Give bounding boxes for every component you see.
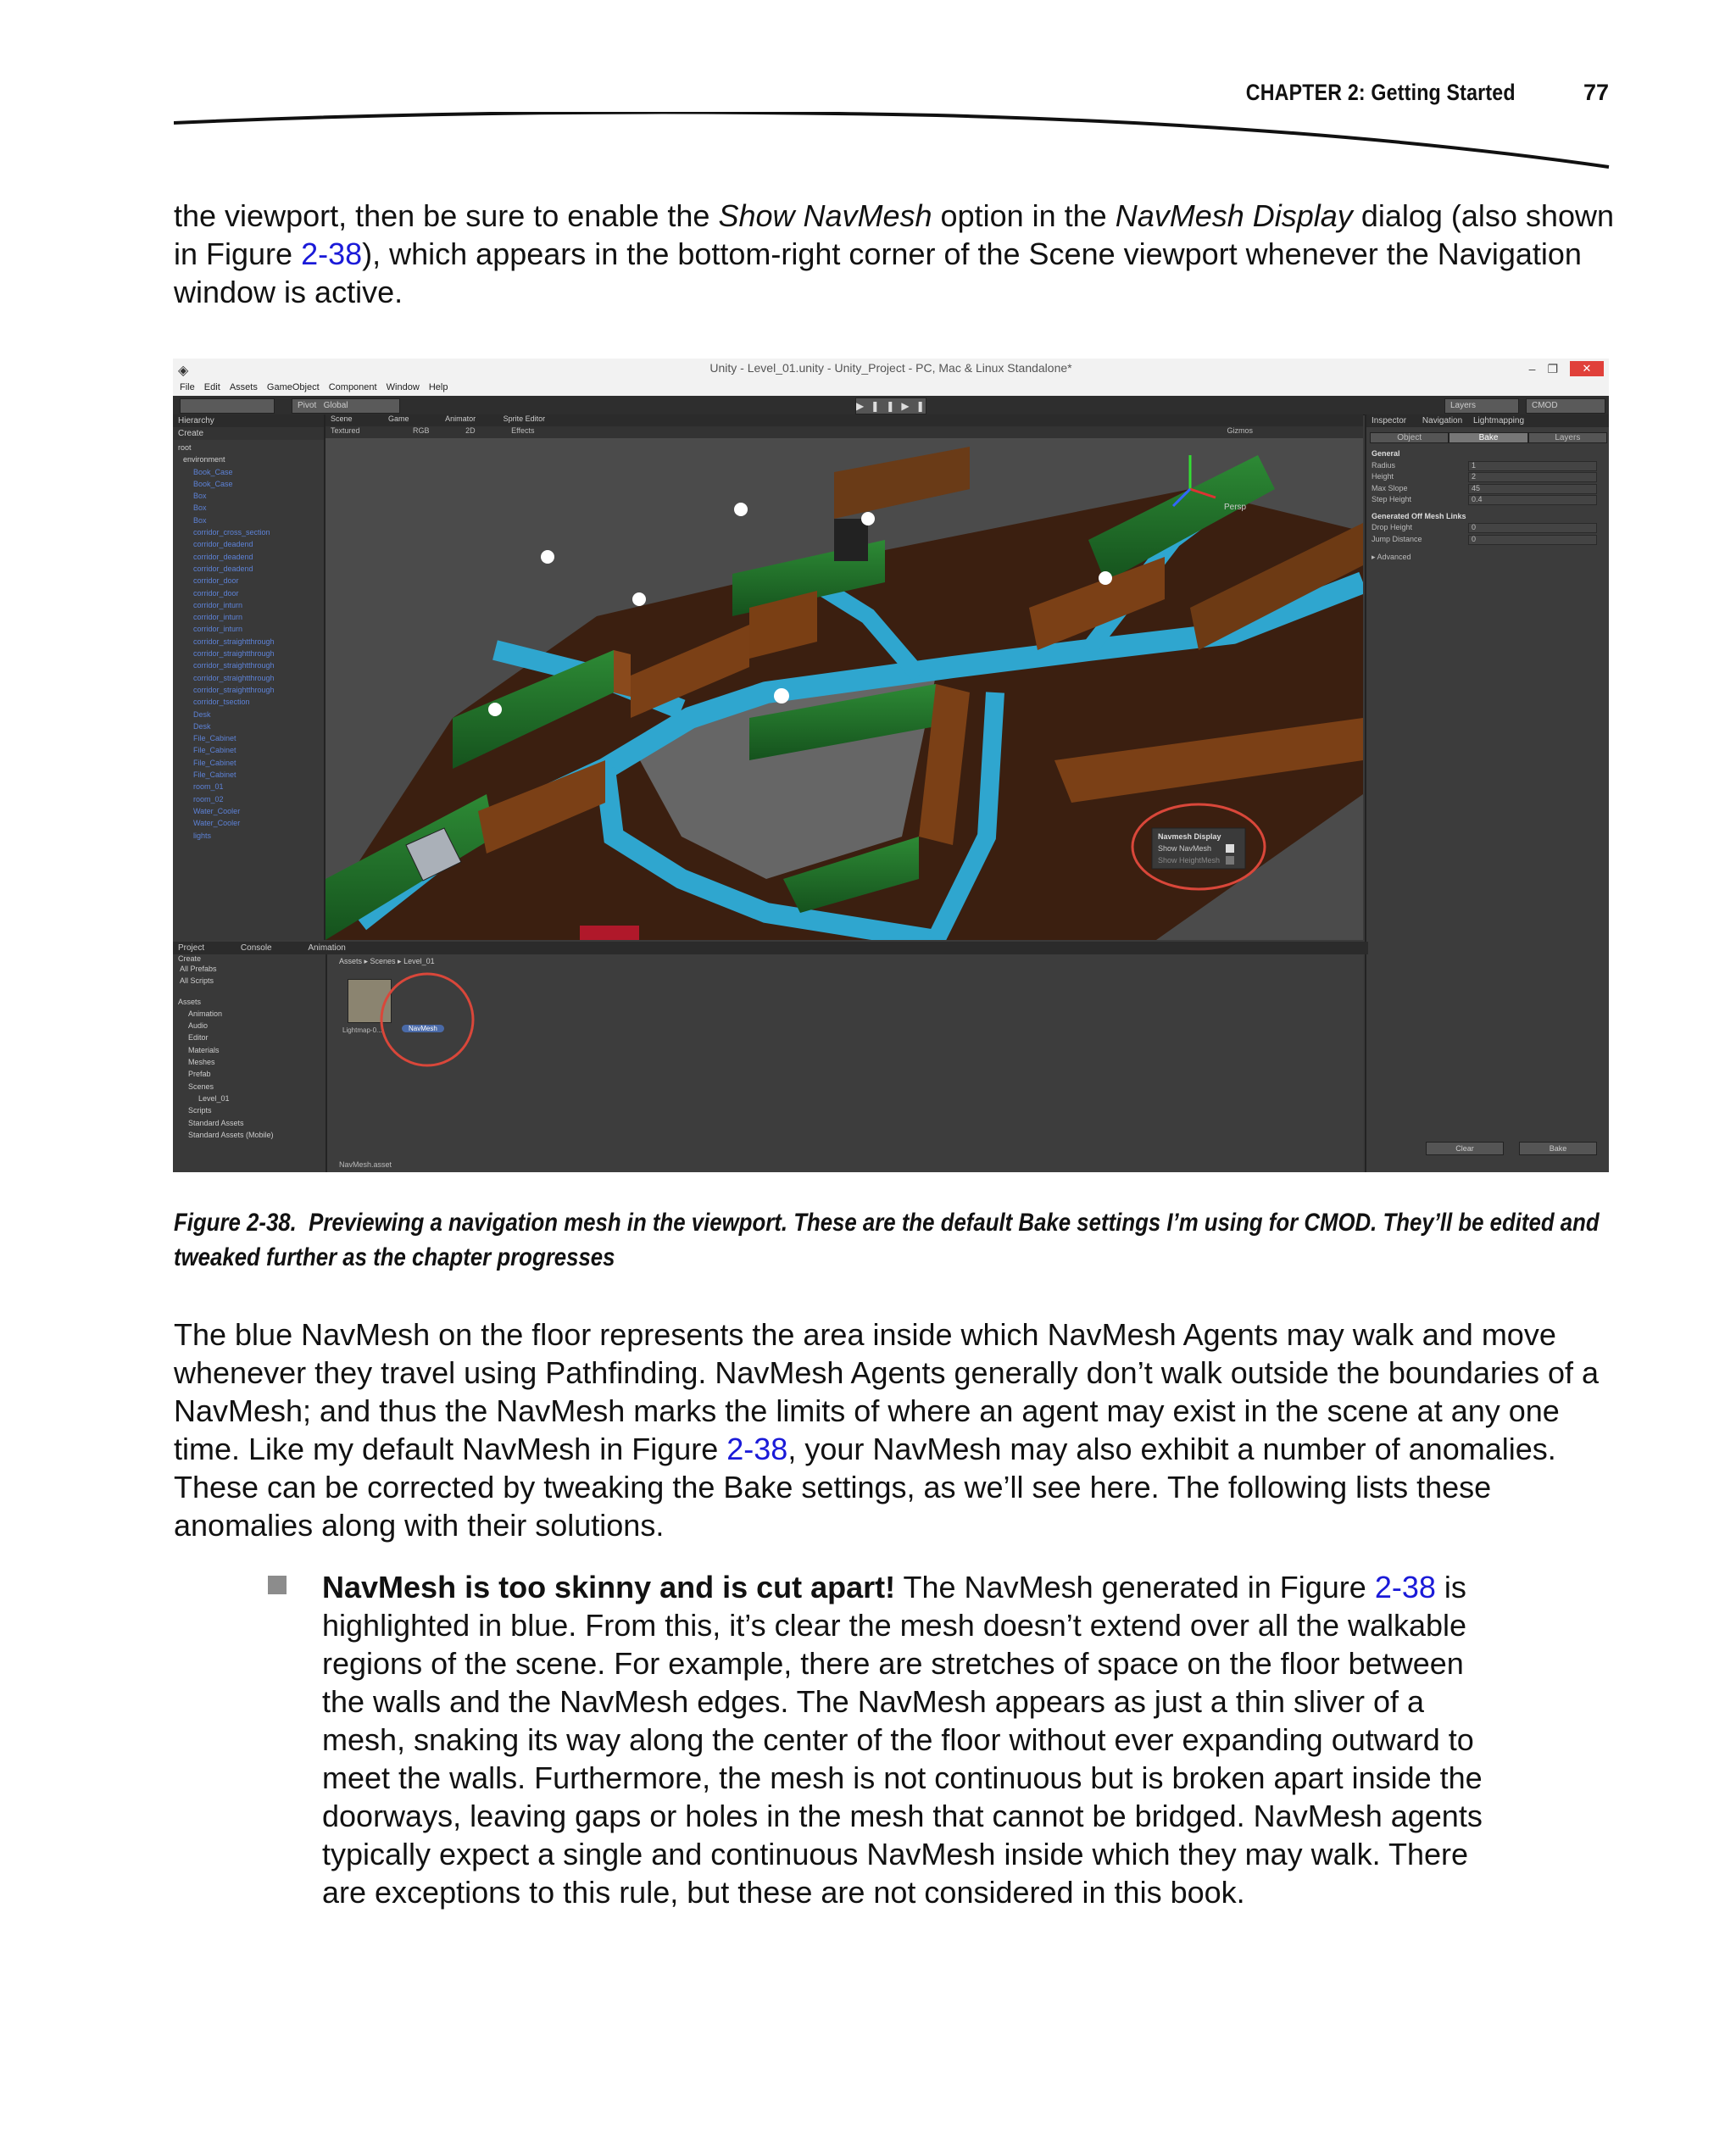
list-item bbox=[322, 1568, 1492, 1911]
hierarchy-item[interactable]: lights bbox=[193, 831, 212, 840]
setting-label: Drop Height bbox=[1372, 523, 1413, 531]
page-number: 77 bbox=[1583, 80, 1609, 105]
close-icon[interactable]: ✕ bbox=[1570, 361, 1604, 376]
body-paragraph bbox=[174, 1315, 1615, 1544]
menu-window[interactable]: Window bbox=[386, 382, 420, 392]
hierarchy-item[interactable]: Desk bbox=[193, 709, 211, 719]
header-rule bbox=[174, 112, 1615, 171]
folder-item[interactable]: Materials bbox=[188, 1045, 220, 1054]
text-run: ), which appears in the bottom-right corner of the Scene viewport whenever the Navigation window is active. bbox=[174, 236, 1582, 309]
hierarchy-item[interactable]: Water_Cooler bbox=[193, 819, 241, 828]
folder-item[interactable]: Meshes bbox=[188, 1058, 215, 1067]
bullet-heading: NavMesh is too skinny and is cut apart! bbox=[322, 1570, 896, 1604]
caption-text: Previewing a navigation mesh in the viewport. These are the default Bake settings I’m using for CMOD. They’ll be edited and tweaked further as the chapter progresses bbox=[174, 1209, 1600, 1271]
menu-edit[interactable]: Edit bbox=[203, 382, 220, 392]
setting-label: Max Slope bbox=[1372, 483, 1408, 492]
hierarchy-item[interactable]: File_Cabinet bbox=[193, 758, 236, 767]
hierarchy-item[interactable]: File_Cabinet bbox=[193, 770, 236, 780]
show-heightmesh-checkbox[interactable] bbox=[1226, 856, 1234, 865]
global-label: Global bbox=[323, 401, 348, 410]
transform-tools[interactable] bbox=[180, 398, 275, 414]
hierarchy-item[interactable]: corridor_deadend bbox=[193, 552, 253, 561]
text-run: the viewport, then be sure to enable the bbox=[174, 198, 719, 233]
text-run: option in the bbox=[932, 198, 1116, 233]
setting-field[interactable] bbox=[1468, 472, 1597, 482]
inspector-tabs bbox=[1366, 414, 1609, 427]
text-run: The blue NavMesh on the floor represents the area inside which NavMesh Agents may walk and move whenever they travel using Pathfinding. NavMesh Agents generally don’t walk outside the boundaries of a NavMesh; and thus the NavMesh marks the limits of where an agent may exist in the scene at any one time. Like my default NavMesh in Figure bbox=[174, 1317, 1600, 1466]
favorites-list bbox=[173, 963, 326, 987]
tab-game[interactable]: Game bbox=[388, 414, 409, 423]
minimize-icon[interactable]: – bbox=[1528, 362, 1536, 375]
folder-item[interactable]: Scripts bbox=[188, 1106, 212, 1115]
level-geometry bbox=[326, 438, 1363, 940]
setting-label: Radius bbox=[1372, 460, 1396, 470]
gizmos-dropdown[interactable]: Gizmos bbox=[1227, 426, 1253, 435]
project-create[interactable]: Create bbox=[178, 954, 202, 963]
figure-link[interactable]: 2-38 bbox=[301, 236, 363, 271]
menu-help[interactable]: Help bbox=[428, 382, 448, 392]
menu-component[interactable]: Component bbox=[328, 382, 377, 392]
hierarchy-panel bbox=[173, 414, 326, 940]
hierarchy-item[interactable]: Water_Cooler bbox=[193, 806, 241, 815]
folder-item[interactable]: Scenes bbox=[188, 1082, 214, 1091]
offmesh-label: Generated Off Mesh Links bbox=[1372, 511, 1466, 520]
tab-lightmapping[interactable]: Lightmapping bbox=[1472, 416, 1525, 425]
bake-button[interactable]: Bake bbox=[1519, 1142, 1597, 1155]
figure-link[interactable]: 2-38 bbox=[1374, 1570, 1436, 1604]
setting-value: 2 bbox=[1472, 472, 1477, 481]
tab-animation[interactable]: Animation bbox=[308, 943, 346, 953]
render-mode[interactable]: RGB bbox=[413, 426, 430, 435]
show-heightmesh-label: Show HeightMesh bbox=[1158, 856, 1221, 865]
bake-settings bbox=[1366, 460, 1609, 506]
hierarchy-item[interactable]: corridor_tsection bbox=[193, 698, 250, 707]
caption-label: Figure 2-38. bbox=[174, 1209, 297, 1237]
setting-row bbox=[1366, 534, 1609, 546]
text-run: , your NavMesh may also exhibit a number of anomalies. These can be corrected by tweaking the Bake settings, as we’ll see here. The following lists these anomalies along with their solutions. bbox=[174, 1432, 1556, 1543]
folder-item[interactable]: Standard Assets bbox=[188, 1118, 244, 1127]
running-header bbox=[0, 80, 1609, 114]
hierarchy-item[interactable]: root bbox=[178, 443, 192, 452]
hierarchy-item[interactable]: corridor_straightthrough bbox=[193, 685, 275, 694]
setting-label: Height bbox=[1372, 472, 1394, 481]
navmesh-display-term: NavMesh Display bbox=[1115, 198, 1353, 233]
navmesh-highlight-ring bbox=[368, 967, 487, 1086]
layout-dropdown[interactable]: CMOD bbox=[1526, 398, 1605, 414]
inspector-panel bbox=[1365, 414, 1609, 1172]
hierarchy-item[interactable]: Box bbox=[193, 503, 207, 513]
folder-item[interactable]: Prefab bbox=[188, 1070, 211, 1079]
hierarchy-item[interactable]: Book_Case bbox=[193, 479, 233, 488]
menu-bar bbox=[173, 381, 1609, 396]
hierarchy-tab[interactable]: Hierarchy bbox=[173, 414, 324, 427]
text-run: dialog (also shown in Figure bbox=[174, 198, 1614, 271]
bullet-square-icon bbox=[268, 1576, 287, 1594]
window-title: Unity - Level_01.unity - Unity_Project - PC, Mac & Linux Standalone* bbox=[709, 361, 1072, 375]
tab-animator[interactable]: Animator bbox=[445, 414, 476, 423]
project-tabs bbox=[173, 942, 1368, 954]
hierarchy-item[interactable]: corridor_straightthrough bbox=[193, 637, 275, 646]
play-controls[interactable]: ▶❚❚▶❚ bbox=[855, 398, 926, 414]
show-navmesh-checkbox[interactable] bbox=[1226, 844, 1234, 853]
navmesh-asset-label[interactable]: NavMesh bbox=[402, 1025, 444, 1032]
setting-value: 0 bbox=[1472, 534, 1477, 543]
shading-mode[interactable]: Textured bbox=[331, 426, 360, 435]
hierarchy-item[interactable]: Box bbox=[193, 492, 207, 501]
advanced-foldout[interactable]: ▸ Advanced bbox=[1372, 553, 1411, 561]
folder-item[interactable]: Standard Assets (Mobile) bbox=[188, 1130, 274, 1139]
setting-row bbox=[1366, 483, 1609, 495]
persp-label: Persp bbox=[1224, 503, 1247, 512]
setting-field[interactable] bbox=[1468, 484, 1597, 494]
subtab-object[interactable]: Object bbox=[1370, 432, 1449, 443]
maximize-icon[interactable]: ❐ bbox=[1547, 361, 1558, 375]
menu-file[interactable]: File bbox=[180, 382, 195, 392]
scene-control-bar bbox=[326, 426, 1363, 438]
folder-item[interactable]: Level_01 bbox=[198, 1093, 230, 1103]
subtab-layers[interactable]: Layers bbox=[1528, 432, 1607, 443]
scene-tabs bbox=[326, 414, 1363, 426]
setting-label: Jump Distance bbox=[1372, 534, 1422, 543]
setting-row bbox=[1366, 494, 1609, 506]
hierarchy-create[interactable]: Create bbox=[173, 427, 324, 440]
offmesh-settings bbox=[1366, 522, 1609, 545]
menu-assets[interactable]: Assets bbox=[229, 382, 258, 392]
figure-link[interactable]: 2-38 bbox=[726, 1432, 788, 1466]
setting-value: 1 bbox=[1472, 460, 1477, 470]
project-tree bbox=[173, 954, 327, 1172]
folder-item[interactable]: Audio bbox=[188, 1021, 209, 1031]
folder-item[interactable]: Assets bbox=[178, 997, 202, 1006]
pivot-label: Pivot bbox=[298, 401, 317, 410]
general-heading bbox=[1366, 448, 1609, 460]
project-panel bbox=[173, 942, 1363, 1172]
hierarchy-item[interactable]: corridor_inturn bbox=[193, 625, 243, 634]
favorite-item[interactable]: All Prefabs bbox=[180, 965, 217, 973]
menu-gameobject[interactable]: GameObject bbox=[266, 382, 320, 392]
intro-paragraph bbox=[174, 197, 1615, 311]
hierarchy-item[interactable]: corridor_inturn bbox=[193, 613, 243, 622]
layers-dropdown[interactable]: Layers bbox=[1444, 398, 1519, 414]
offmesh-heading bbox=[1366, 511, 1609, 523]
assets-tree bbox=[173, 996, 326, 1142]
hierarchy-item[interactable]: room_02 bbox=[193, 794, 224, 804]
hierarchy-item[interactable]: environment bbox=[183, 455, 225, 464]
pivot-global-toggle[interactable] bbox=[292, 398, 400, 414]
figure-caption bbox=[174, 1205, 1617, 1275]
navmesh-display-title: Navmesh Display bbox=[1158, 832, 1221, 841]
folder-item[interactable]: Animation bbox=[188, 1009, 223, 1018]
hierarchy-item[interactable]: corridor_deadend bbox=[193, 564, 253, 573]
show-navmesh-term: Show NavMesh bbox=[718, 198, 932, 233]
hierarchy-item[interactable]: corridor_straightthrough bbox=[193, 673, 275, 682]
chapter-title: CHAPTER 2: Getting Started bbox=[1246, 80, 1516, 105]
unity-logo-icon: ◈ bbox=[178, 364, 189, 378]
2d-toggle[interactable]: 2D bbox=[465, 426, 476, 435]
show-navmesh-label: Show NavMesh bbox=[1158, 844, 1212, 853]
setting-field[interactable] bbox=[1468, 461, 1597, 471]
clear-button[interactable]: Clear bbox=[1426, 1142, 1504, 1155]
general-label: General bbox=[1372, 449, 1400, 458]
project-breadcrumb: Assets ▸ Scenes ▸ Level_01 bbox=[339, 957, 435, 965]
favorite-item[interactable]: All Scripts bbox=[180, 976, 214, 986]
hierarchy-item[interactable]: Book_Case bbox=[193, 467, 233, 476]
setting-row bbox=[1366, 522, 1609, 534]
window-titlebar bbox=[173, 359, 1609, 381]
window-controls bbox=[1529, 361, 1604, 376]
subtab-bake[interactable]: Bake bbox=[1449, 432, 1527, 443]
folder-item[interactable]: Editor bbox=[188, 1033, 209, 1043]
hierarchy-item[interactable]: corridor_door bbox=[193, 588, 239, 598]
scene-view[interactable] bbox=[326, 414, 1363, 940]
setting-field[interactable] bbox=[1468, 535, 1597, 545]
setting-value: 0 bbox=[1472, 523, 1477, 531]
tab-sprite-editor[interactable]: Sprite Editor bbox=[503, 414, 546, 423]
hierarchy-item[interactable]: File_Cabinet bbox=[193, 734, 236, 743]
tab-scene[interactable]: Scene bbox=[331, 414, 353, 423]
setting-field[interactable] bbox=[1468, 495, 1597, 505]
hierarchy-item[interactable]: File_Cabinet bbox=[193, 746, 236, 755]
setting-field[interactable] bbox=[1468, 523, 1597, 533]
selected-asset-path: NavMesh.asset bbox=[339, 1160, 392, 1169]
hierarchy-item[interactable]: room_01 bbox=[193, 782, 224, 792]
navigation-subtabs bbox=[1370, 432, 1607, 443]
setting-value: 0.4 bbox=[1472, 495, 1483, 503]
lightmap-asset-label[interactable]: Lightmap-0... bbox=[342, 1026, 382, 1034]
tab-console[interactable]: Console bbox=[240, 943, 272, 953]
hierarchy-item[interactable]: corridor_cross_section bbox=[193, 528, 270, 537]
hierarchy-item[interactable]: corridor_straightthrough bbox=[193, 661, 275, 670]
hierarchy-item[interactable]: corridor_door bbox=[193, 576, 239, 586]
text-run: The NavMesh generated in Figure bbox=[895, 1570, 1375, 1604]
hierarchy-item[interactable]: corridor_deadend bbox=[193, 540, 253, 549]
setting-label: Step Height bbox=[1372, 495, 1412, 503]
setting-value: 45 bbox=[1472, 483, 1481, 492]
editor-toolbar bbox=[173, 396, 1609, 415]
tab-navigation[interactable]: Navigation bbox=[1422, 416, 1463, 425]
setting-row bbox=[1366, 460, 1609, 472]
tab-project[interactable]: Project bbox=[178, 943, 205, 953]
hierarchy-item[interactable]: Desk bbox=[193, 721, 211, 731]
text-run: is highlighted in blue. From this, it’s clear the mesh doesn’t extend over all the walkable regions of the scene. For example, there are stretches of space on the floor between the walls and the NavMesh edges. The NavMesh appears as just a thin sliver of a mesh, snaking its way along the center of the floor without ever expanding outward to meet the walls. Furthermore, the mesh is not continuous but is broken apart inside the doorways, leaving gaps or holes in the mesh that cannot be bridged. NavMesh agents typically expect a single and continuous NavMesh inside which they may walk. There are exceptions to this rule, but these are not considered in this book. bbox=[322, 1570, 1483, 1910]
hierarchy-list bbox=[173, 440, 324, 842]
unity-editor-screenshot bbox=[173, 359, 1609, 1172]
tab-inspector[interactable]: Inspector bbox=[1372, 416, 1407, 425]
hierarchy-item[interactable]: corridor_inturn bbox=[193, 600, 243, 609]
advanced-label: Advanced bbox=[1377, 553, 1411, 561]
hierarchy-item[interactable]: corridor_straightthrough bbox=[193, 649, 275, 659]
setting-row bbox=[1366, 471, 1609, 483]
hierarchy-item[interactable]: Box bbox=[193, 515, 207, 525]
effects-dropdown[interactable]: Effects bbox=[511, 426, 535, 435]
